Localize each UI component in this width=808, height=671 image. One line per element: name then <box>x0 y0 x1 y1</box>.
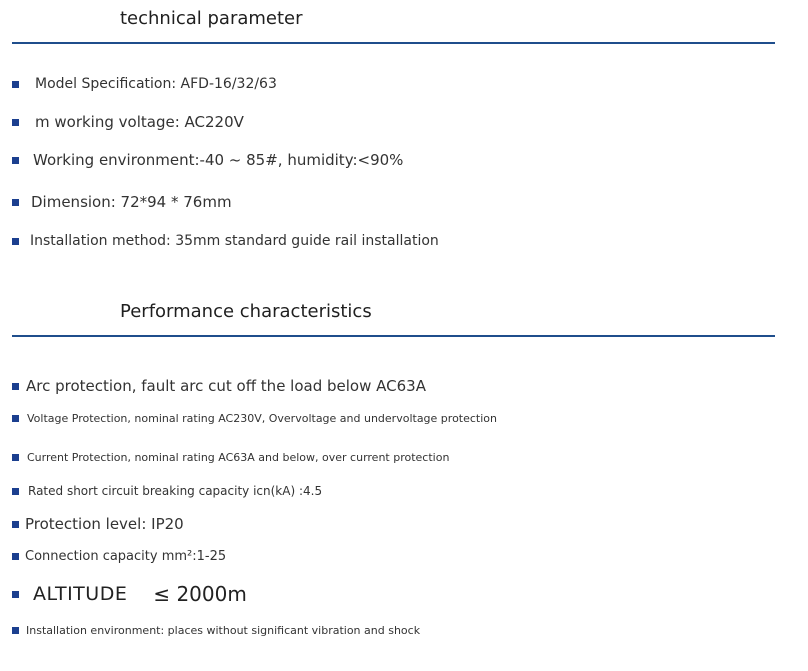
item-label: Arc protection, fault arc cut off the load below AC63A <box>26 377 426 395</box>
section-divider <box>12 335 775 337</box>
list-item-altitude <box>12 582 247 606</box>
bullet-square-icon <box>12 199 19 206</box>
bullet-square-icon <box>12 415 19 422</box>
altitude-label: ALTITUDE <box>33 583 128 605</box>
section-divider <box>12 42 775 44</box>
list-item-connection-capacity <box>12 549 226 564</box>
item-label: Rated short circuit breaking capacity icn(kA) :4.5 <box>28 484 323 498</box>
section-title-technical-parameter: technical parameter <box>120 8 303 29</box>
item-label: Installation environment: places without significant vibration and shock <box>26 624 421 637</box>
bullet-square-icon <box>12 521 19 528</box>
bullet-square-icon <box>12 383 19 390</box>
bullet-square-icon <box>12 454 19 461</box>
item-label: Dimension: 72*94 * 76mm <box>31 193 232 211</box>
list-item-voltage-protection <box>12 412 497 425</box>
bullet-square-icon <box>12 591 19 598</box>
bullet-square-icon <box>12 553 19 560</box>
item-label: Working environment:-40 ~ 85#, humidity:<90% <box>33 151 404 169</box>
item-label: Installation method: 35mm standard guide rail installation <box>30 233 439 249</box>
list-item-breaking-capacity <box>12 484 322 498</box>
list-item-arc-protection <box>12 377 426 395</box>
list-item-installation-method <box>12 233 439 249</box>
bullet-square-icon <box>12 119 19 126</box>
item-label: Protection level: IP20 <box>25 515 184 533</box>
bullet-square-icon <box>12 81 19 88</box>
list-item-working-voltage <box>12 113 244 131</box>
altitude-value: ≤ 2000m <box>153 582 247 606</box>
item-label: Model Specification: AFD-16/32/63 <box>35 76 277 92</box>
list-item-installation-environment <box>12 624 420 637</box>
item-label: m working voltage: AC220V <box>35 113 244 131</box>
list-item-working-environment <box>12 151 403 169</box>
list-item-model-specification <box>12 76 277 92</box>
list-item-dimension <box>12 193 232 211</box>
bullet-square-icon <box>12 627 19 634</box>
bullet-square-icon <box>12 238 19 245</box>
bullet-square-icon <box>12 157 19 164</box>
item-label: Voltage Protection, nominal rating AC230V, Overvoltage and undervoltage protection <box>27 412 497 425</box>
bullet-square-icon <box>12 488 19 495</box>
section-title-performance-characteristics: Performance characteristics <box>120 301 372 322</box>
list-item-protection-level <box>12 515 184 533</box>
item-label: Connection capacity mm²:1-25 <box>25 549 227 564</box>
item-label: Current Protection, nominal rating AC63A and below, over current protection <box>27 451 450 464</box>
list-item-current-protection <box>12 451 449 464</box>
